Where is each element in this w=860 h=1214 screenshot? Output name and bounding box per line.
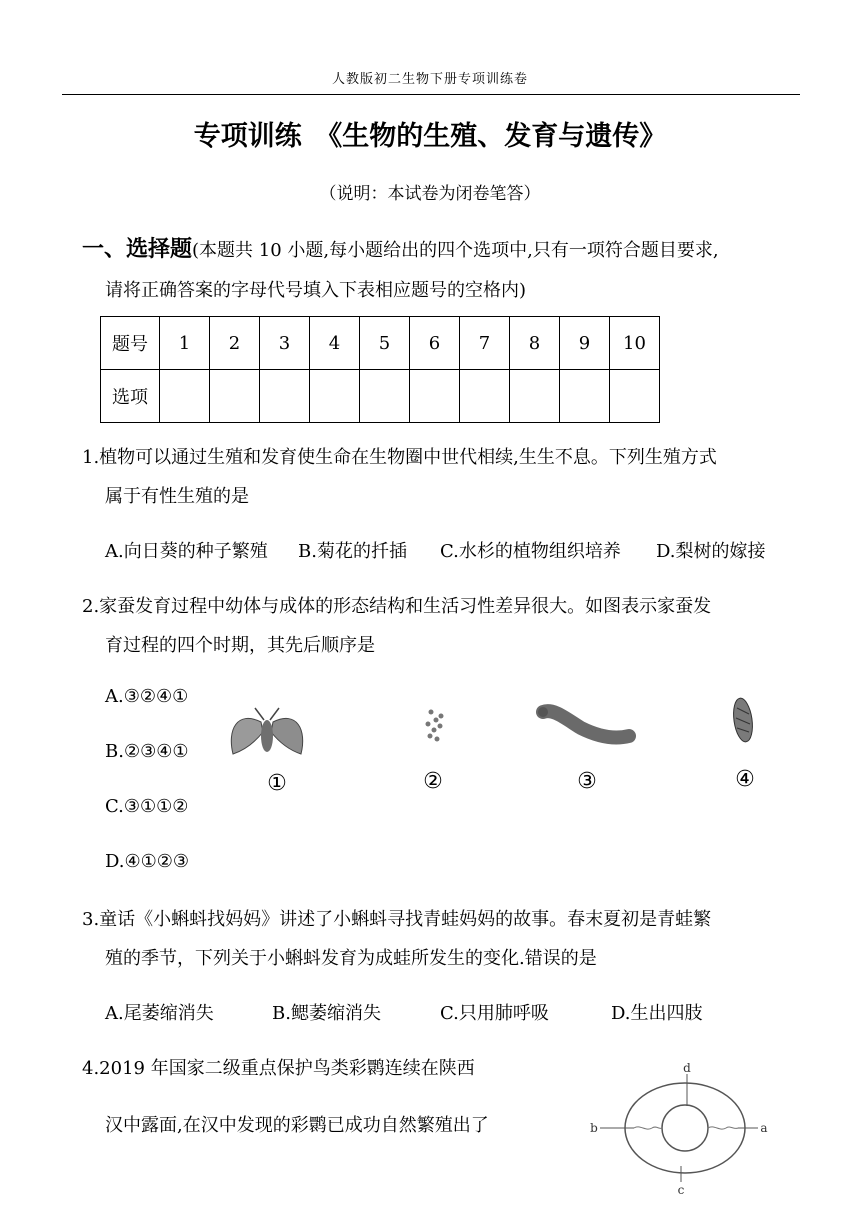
egg-structure-diagram [588, 1062, 778, 1202]
answer-cell[interactable] [510, 370, 560, 423]
answer-cell[interactable] [610, 370, 660, 423]
figure-label-1: ① [267, 771, 287, 796]
q3-option-d: D.生出四肢 [611, 1003, 703, 1024]
answer-cell[interactable] [260, 370, 310, 423]
q3-option-a: A.尾萎缩消失 [105, 1003, 214, 1024]
answer-number: 1 [160, 317, 210, 370]
silkworm-stages-figure [225, 690, 785, 800]
page-header: 人教版初二生物下册专项训练卷 [331, 72, 528, 87]
egg-label-b: b [590, 1121, 598, 1135]
exam-note: （说明：本试卷为闭卷笔答） [319, 184, 541, 204]
q3-option-c: C.只用肺呼吸 [440, 1003, 549, 1024]
q2-option-d: D.④①②③ [105, 851, 190, 872]
q2-stem-line2: 育过程的四个时期，其先后顺序是 [105, 635, 375, 656]
q1-option-c: C.水杉的植物组织培养 [440, 541, 621, 562]
egg-yolk-outline [662, 1105, 708, 1151]
answer-number: 6 [410, 317, 460, 370]
egg-label-d: d [683, 1062, 691, 1075]
q2-option-b: B.②③④① [105, 741, 189, 762]
header-rule [62, 94, 800, 95]
answer-table [100, 316, 660, 423]
answer-number: 5 [360, 317, 410, 370]
answer-number: 10 [610, 317, 660, 370]
q4-stem-line2: 汉中露面,在汉中发现的彩鹮已成功自然繁殖出了 [105, 1115, 489, 1136]
answer-number: 3 [260, 317, 310, 370]
answer-cell[interactable] [460, 370, 510, 423]
answer-cell[interactable] [210, 370, 260, 423]
larva-icon [538, 707, 629, 738]
answer-table-number-row [101, 317, 660, 370]
answer-table-row1-label: 题号 [101, 317, 160, 370]
answer-number: 2 [210, 317, 260, 370]
q3-option-b: B.鳃萎缩消失 [272, 1003, 381, 1024]
answer-table-option-row [101, 370, 660, 423]
section-1-desc-line1: (本题共 10 小题,每小题给出的四个选项中,只有一项符合题目要求, [192, 240, 719, 261]
answer-cell[interactable] [560, 370, 610, 423]
q1-stem-line1: 1.植物可以通过生殖和发育使生命在生物圈中世代相续,生生不息。下列生殖方式 [82, 447, 717, 468]
moth-icon [231, 708, 302, 754]
section-1-desc-line2: 请将正确答案的字母代号填入下表相应题号的空格内) [105, 280, 527, 301]
q2-option-c: C.③①①② [105, 796, 189, 817]
answer-number: 4 [310, 317, 360, 370]
answer-cell[interactable] [310, 370, 360, 423]
q1-stem-line2: 属于有性生殖的是 [105, 486, 249, 507]
q3-stem-line1: 3.童话《小蝌蚪找妈妈》讲述了小蝌蚪寻找青蛙妈妈的故事。春末夏初是青蛙繁 [82, 909, 712, 930]
section-1-heading [82, 232, 719, 263]
answer-cell[interactable] [160, 370, 210, 423]
section-1-title: 一、选择题 [82, 237, 193, 262]
q2-option-a: A.③②④① [105, 686, 189, 707]
eggs-icon [426, 710, 444, 742]
answer-table-row2-label: 选项 [101, 370, 160, 423]
egg-label-c: c [677, 1183, 685, 1197]
q3-stem-line2: 殖的季节，下列关于小蝌蚪发育为成蛙所发生的变化.错误的是 [105, 948, 597, 969]
answer-number: 8 [510, 317, 560, 370]
q4-stem-line1: 4.2019 年国家二级重点保护鸟类彩鹮连续在陕西 [82, 1058, 475, 1079]
q1-option-b: B.菊花的扦插 [298, 541, 407, 562]
page-title: 专项训练 《生物的生殖、发育与遗传》 [193, 121, 667, 152]
chalaza-left [634, 1127, 662, 1129]
pupa-icon [731, 697, 755, 743]
answer-number: 7 [460, 317, 510, 370]
answer-cell[interactable] [410, 370, 460, 423]
q2-stem-line1: 2.家蚕发育过程中幼体与成体的形态结构和生活习性差异很大。如图表示家蚕发 [82, 596, 712, 617]
answer-number: 9 [560, 317, 610, 370]
q1-option-d: D.梨树的嫁接 [656, 541, 766, 562]
answer-cell[interactable] [360, 370, 410, 423]
figure-label-4: ④ [735, 767, 755, 792]
chalaza-right [708, 1127, 738, 1129]
egg-label-a: a [760, 1121, 768, 1135]
q1-option-a: A.向日葵的种子繁殖 [105, 541, 268, 562]
figure-label-2: ② [423, 769, 443, 794]
figure-label-3: ③ [577, 769, 597, 794]
